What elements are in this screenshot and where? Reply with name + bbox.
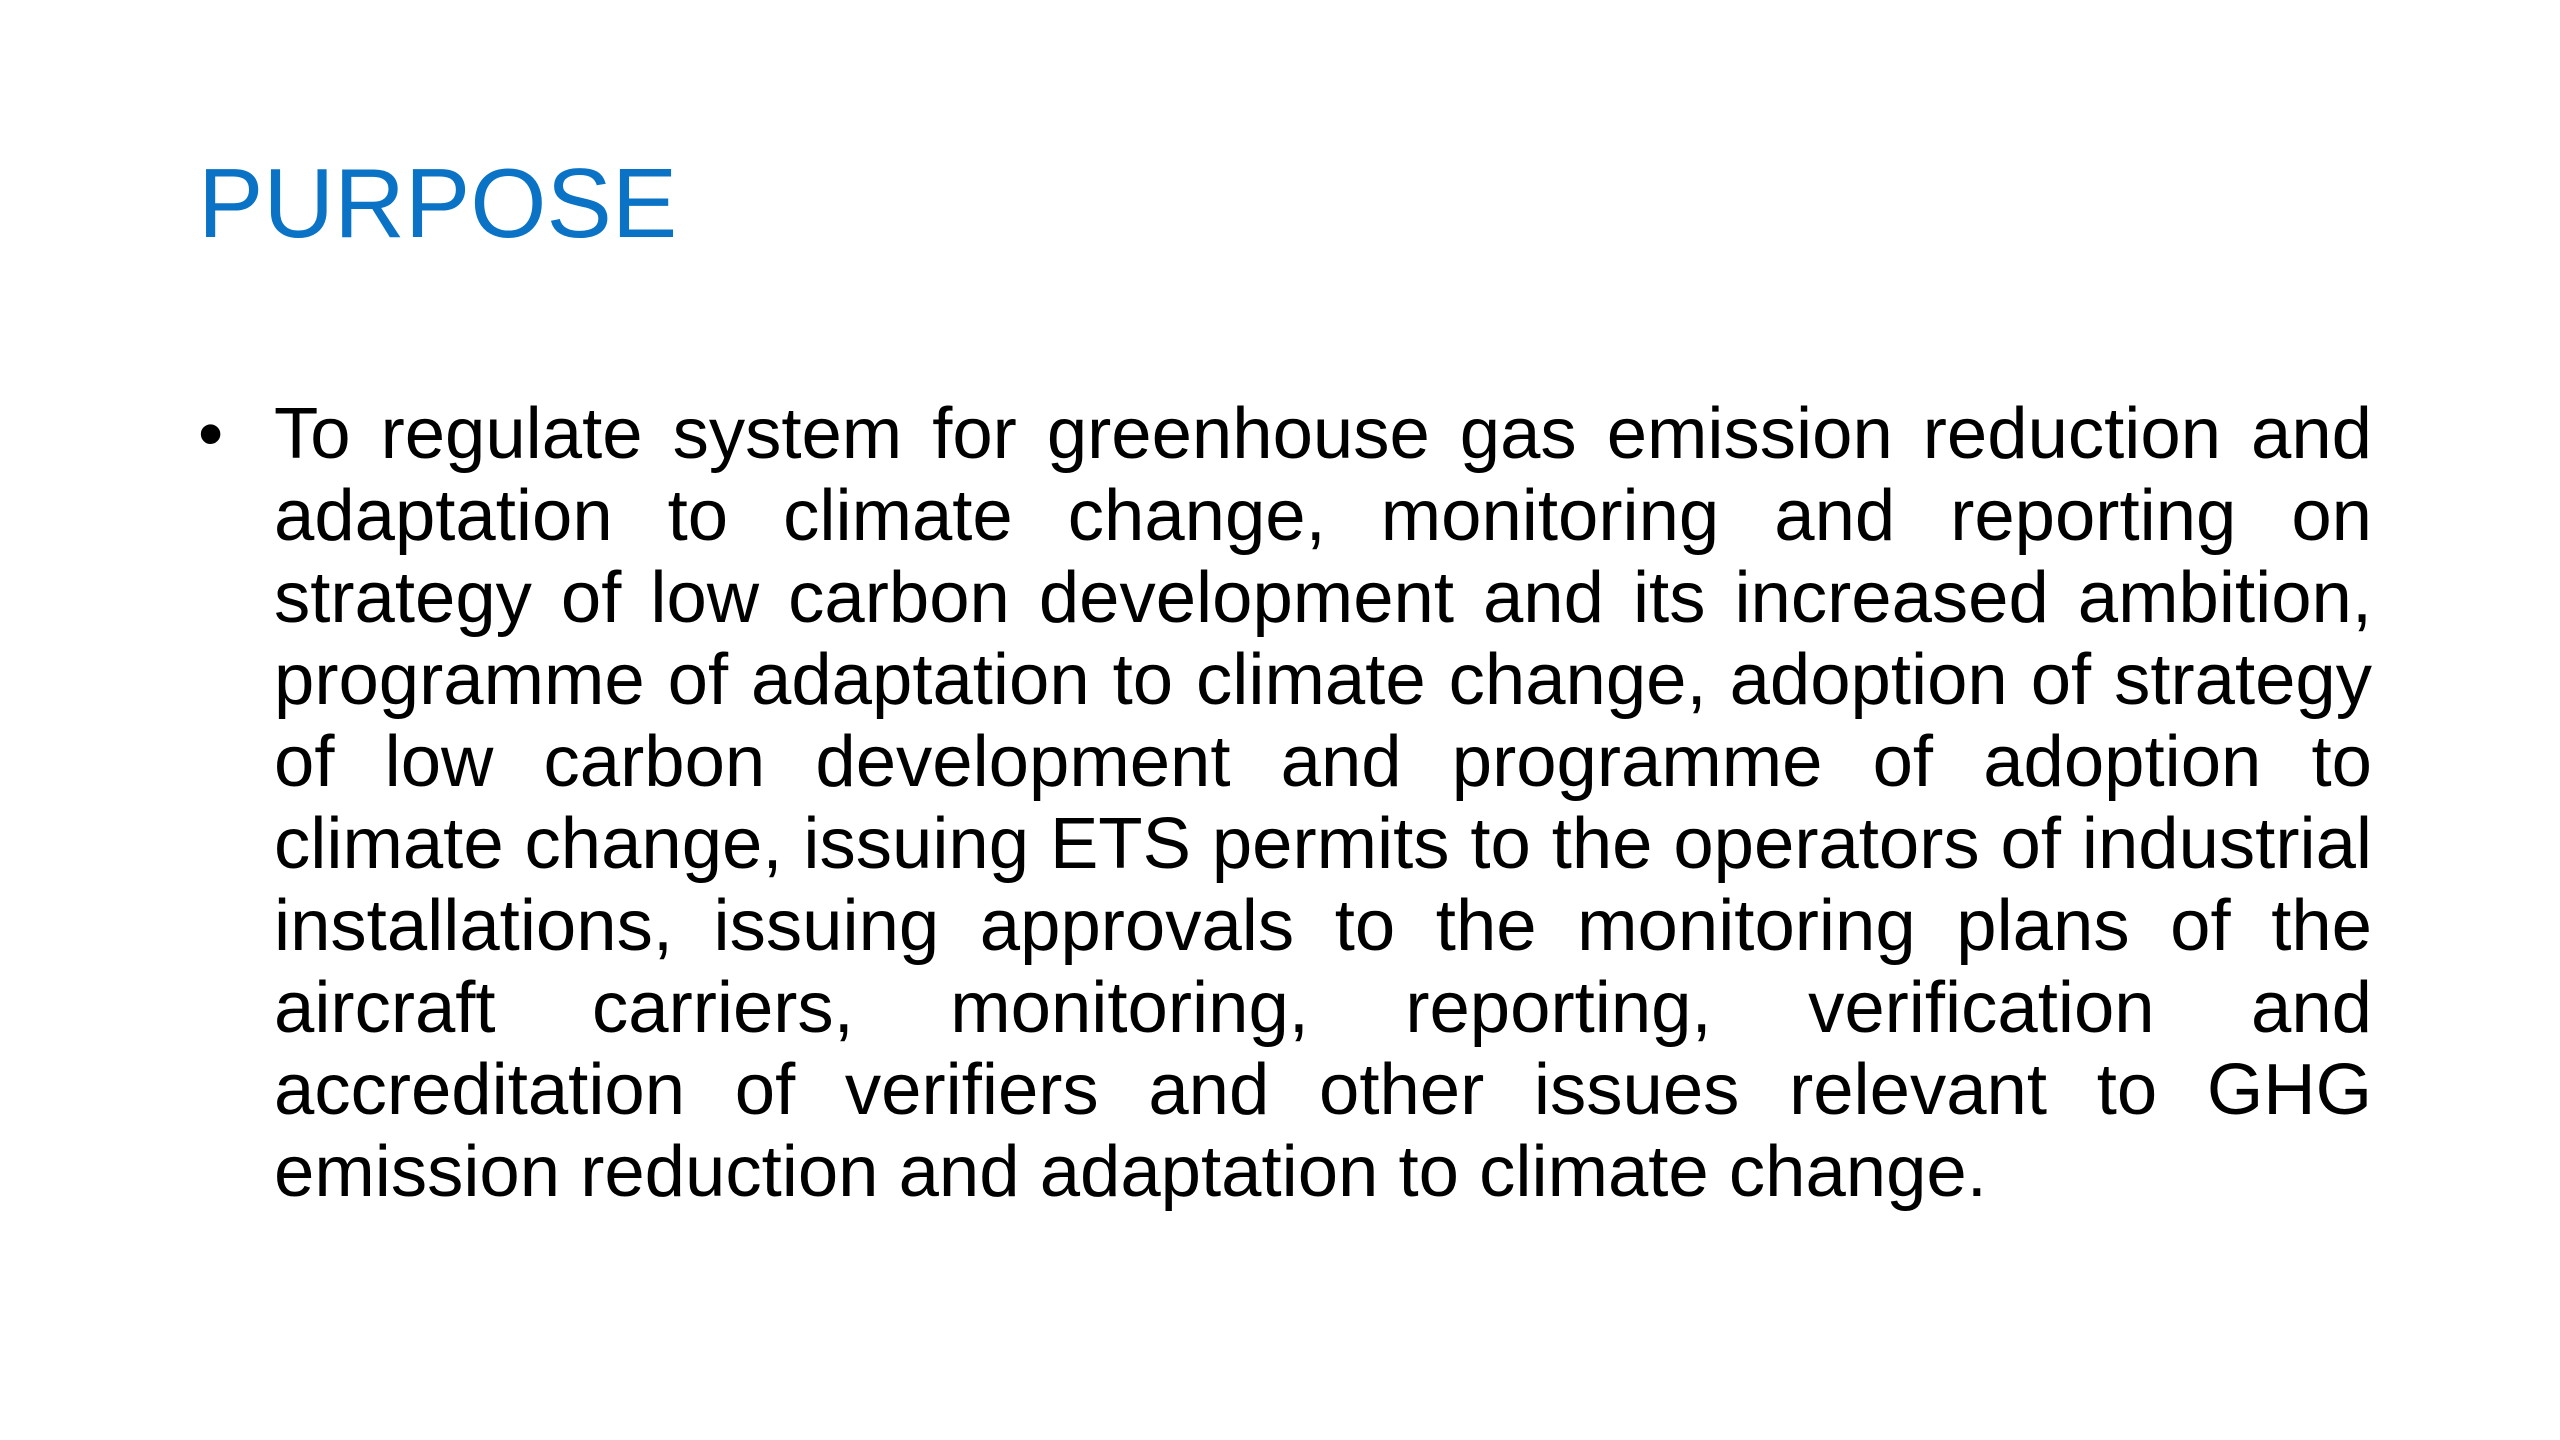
- bullet-text: To regulate system for greenhouse gas emission reduction and adaptation to climate change, monitoring and reporting on strategy of low carbon development and its increased ambition, programme of adaptation to climate change, adoption of strategy of low carbon development and programme of adoption to climate change, issuing ETS permits to the operators of industrial installations, issuing approvals to the monitoring plans of the aircraft carriers, monitoring, reporting, verification and accreditation of verifiers and other issues relevant to GHG emission reduction and adaptation to climate change.: [274, 393, 2372, 1212]
- slide-title: PURPOSE: [198, 148, 678, 258]
- bullet-marker: •: [198, 394, 224, 474]
